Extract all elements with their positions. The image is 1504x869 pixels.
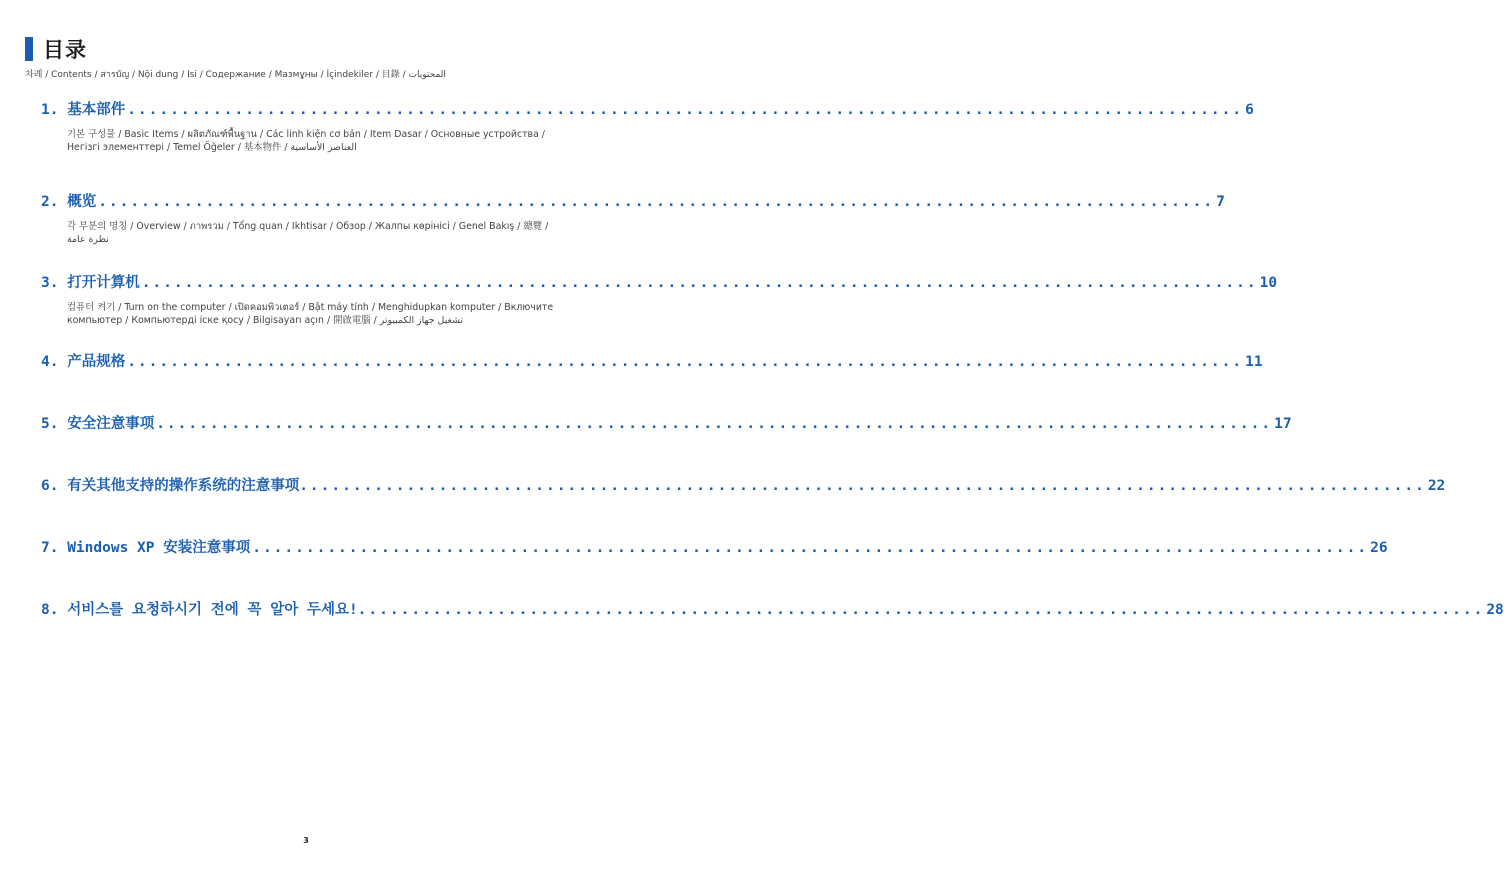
toc-entry-title: 2. 概览 [41,194,97,210]
toc-entry-subtitle: 기본 구성물 / Basic Items / ผลิตภัณฑ์พื้นฐาน / Các linh kiện cơ bản / Item Dasar / Основные устройства / Негізгі элементтері / Temel Öğeler / 基本物件 / العناصر الأساسية [67,129,545,153]
toc-entry-subtitle: 컴퓨터 켜기 / Turn on the computer / เปิดคอมพิวเตอร์ / Bật máy tính / Menghidupkan komputer / Включите компьютер / Компьютерді іске қосу / Bilgisayarı açın / 開啟電腦 / تشغيل جهاز الكمبيوتر [67,302,554,326]
toc-leader-dots: ........................................................................................................ [252,540,1369,556]
toc-leader-dots: ........................................................................................................ [141,275,1258,291]
toc-entry-7[interactable] [41,536,1388,598]
toc-entry-page: 7 [1216,194,1225,210]
toc-entry-title: 4. 产品规格 [41,354,126,370]
page-subtitle: 차례 / Contents / สารบัญ / Nội dung / Isi / Содержание / Мазмұны / İçindekiler / 目錄 / المحتويات [25,70,446,80]
toc-entry-line[interactable] [41,474,1446,495]
toc-leader-dots: ........................................................................................................ [309,478,1426,494]
page-number: 3 [303,836,309,845]
toc-entry-4[interactable] [41,350,1263,412]
toc-entry-page: 28 [1486,602,1504,618]
toc-entry-title: 3. 打开计算机 [41,275,140,291]
toc-entry-page: 11 [1245,354,1263,370]
toc-entry-subtitle: 각 부분의 명칭 / Overview / ภาพรวม / Tổng quan / Ikhtisar / Обзор / Жалпы көрінісі / Genel Bakış / 總覽 / نظرة عامة [67,221,549,245]
toc-entry-3[interactable] [41,271,1278,350]
toc-entry-line[interactable] [41,536,1388,557]
toc-leader-dots: ........................................................................................................ [156,416,1273,432]
toc-entry-page: 6 [1245,102,1254,118]
title-accent-bar [25,37,33,61]
toc-entry-2[interactable] [41,190,1225,271]
toc-entry-line[interactable] [41,271,1278,292]
toc-entry-title: 7. Windows XP 安装注意事项 [41,540,251,556]
toc-entry-line[interactable] [41,598,1504,619]
toc-header [25,34,446,81]
toc-entry-line[interactable] [41,350,1263,371]
toc-entry-page: 17 [1274,416,1292,432]
toc-entry-line[interactable] [41,190,1225,211]
toc-entry-6[interactable] [41,474,1446,536]
toc-entry-line[interactable] [41,412,1292,433]
toc-entry-line[interactable] [41,98,1254,119]
table-of-contents [41,98,1504,638]
toc-entry-page: 10 [1259,275,1278,291]
toc-entry-1[interactable] [41,98,1254,190]
toc-entry-title: 5. 安全注意事项 [41,416,155,432]
toc-entry-title: 8. 서비스를 요청하시기 전에 꼭 알아 두세요!. [41,602,367,618]
toc-leader-dots: ........................................................................................................ [98,194,1215,210]
toc-leader-dots: ........................................................................................................ [127,354,1244,370]
toc-entry-5[interactable] [41,412,1292,474]
toc-entry-page: 22 [1427,478,1446,494]
toc-entry-page: 26 [1370,540,1388,556]
toc-entry-8[interactable] [41,598,1504,638]
page-title: 目录 [43,38,87,62]
toc-entry-title: 1. 基本部件 [41,102,126,118]
toc-leader-dots: ........................................................................................................ [127,102,1244,118]
title-row [25,34,446,64]
toc-entry-title: 6. 有关其他支持的操作系统的注意事项. [41,478,308,494]
toc-leader-dots: ........................................................................................................ [368,602,1485,618]
